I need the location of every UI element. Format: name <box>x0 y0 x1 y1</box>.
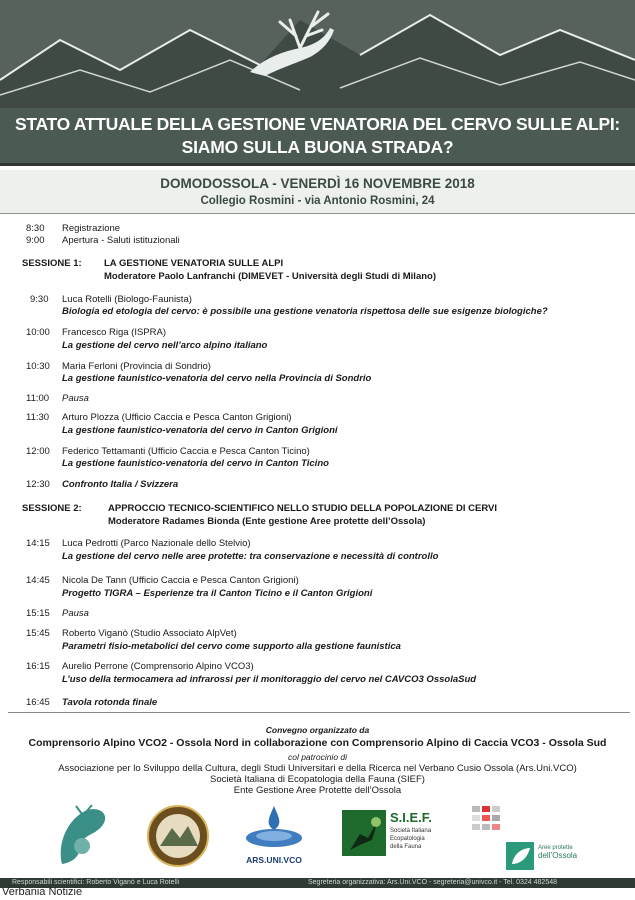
talk-title: La gestione faunistico-venatoria del cervo in Canton Ticino <box>62 458 329 469</box>
schedule-time: 12:00 <box>26 446 50 457</box>
schedule-time: 14:15 <box>26 538 50 549</box>
schedule-time: 14:45 <box>26 575 50 586</box>
session-title: APPROCCIO TECNICO-SCIENTIFICO NELLO STUDIO DELLA POPOLAZIONE DI CERVI <box>108 503 497 514</box>
talk-title: La gestione del cervo nelle aree protette: tra conservazione e necessità di controllo <box>62 551 439 562</box>
speaker: Aurelio Perrone (Comprensorio Alpino VCO3) <box>62 661 254 672</box>
talk-title: Tavola rotonda finale <box>62 697 158 708</box>
organizers-block <box>0 725 635 796</box>
talk-title: Parametri fisio-metabolici del cervo come supporto alla gestione faunistica <box>62 641 401 652</box>
aree-label-line: Aree protette <box>538 845 573 851</box>
sponsor-logos <box>0 800 635 878</box>
conference-title-line2: SIAMO SULLA BUONA STRADA? <box>181 137 454 157</box>
title-band <box>0 108 635 166</box>
footer-bar <box>0 878 635 888</box>
speaker: Roberto Viganò (Studio Associato AlpVet) <box>62 628 237 639</box>
sief-subtitle <box>390 827 431 851</box>
schedule-time: 11:30 <box>26 412 50 423</box>
session-label: SESSIONE 1: <box>22 258 82 269</box>
deer-silhouette-icon <box>342 810 386 856</box>
schedule-time: 15:15 <box>26 608 50 619</box>
schedule-time: 9:30 <box>30 294 49 305</box>
schedule-time: 12:30 <box>26 479 50 490</box>
break-label: Pausa <box>62 393 89 404</box>
speaker: Luca Rotelli (Biologo-Faunista) <box>62 294 192 305</box>
footer-right: Segreteria organizzativa: Ars.Uni.VCO - segreteria@univco.it - Tel. 0324 482548 <box>308 879 557 886</box>
schedule-time: 16:15 <box>26 661 50 672</box>
comprensorio-vco2-logo <box>52 804 114 868</box>
schedule-time: 8:30 <box>26 223 45 234</box>
city-date: DOMODOSSOLA - VENERDÌ 16 NOVEMBRE 2018 <box>160 176 475 191</box>
schedule-time: 9:00 <box>26 235 45 246</box>
patron-line: Ente Gestione Aree Protette dell’Ossola <box>233 785 402 796</box>
aree-label-line: dell’Ossola <box>538 851 578 860</box>
speaker: Maria Ferloni (Provincia di Sondrio) <box>62 361 211 372</box>
sief-emblem <box>342 810 386 856</box>
session-moderator: Moderatore Radames Bionda (Ente gestione Aree protette dell’Ossola) <box>108 516 426 527</box>
session-label: SESSIONE 2: <box>22 503 82 514</box>
schedule-text: Registrazione <box>62 223 121 234</box>
speaker: Nicola De Tann (Ufficio Caccia e Pesca Canton Grigioni) <box>62 575 299 586</box>
session-title: LA GESTIONE VENATORIA SULLE ALPI <box>104 258 284 269</box>
talk-title: Biologia ed etologia del cervo: è possibile una gestione venatoria rispettosa delle sue esigenze biologiche? <box>62 306 548 317</box>
schedule-time: 10:00 <box>26 327 50 338</box>
mountain-deer-illustration <box>0 0 635 108</box>
talk-title: Confronto Italia / Svizzera <box>62 479 179 490</box>
break-label: Pausa <box>62 608 89 619</box>
talk-title: L’uso della termocamera ad infrarossi per il monitoraggio del cervo nel CAVCO3 OssolaSud <box>62 674 477 685</box>
water-drop-icon <box>243 804 305 850</box>
organizers-main: Comprensorio Alpino VCO2 - Ossola Nord in collaborazione con Comprensorio Alpino di Caccia VCO3 - Ossola Sud <box>28 737 607 749</box>
arsunivco-logo <box>243 804 305 868</box>
aree-protette-logo <box>472 806 592 872</box>
header-banner <box>0 0 635 108</box>
divider <box>8 712 630 713</box>
sief-subtitle-line: Società Italiana <box>390 828 432 834</box>
speaker: Federico Tettamanti (Ufficio Caccia e Pesca Canton Ticino) <box>62 446 310 457</box>
talk-title: La gestione del cervo nell’arco alpino italiano <box>62 340 268 351</box>
leaf-icon <box>506 842 534 870</box>
talk-title: Progetto TIGRA – Esperienze tra il Canton Ticino e il Canton Grigioni <box>62 588 373 599</box>
talk-title: La gestione faunistico-venatoria del cervo in Canton Grigioni <box>62 425 338 436</box>
sief-logo <box>342 810 442 860</box>
source-credit: Verbania Notizie <box>2 886 83 898</box>
sief-subtitle-line: della Fauna <box>390 844 422 850</box>
schedule-time: 16:45 <box>26 697 50 708</box>
schedule-time: 10:30 <box>26 361 50 372</box>
conference-title-line1: STATO ATTUALE DELLA GESTIONE VENATORIA DEL CERVO SULLE ALPI: <box>15 114 620 134</box>
speaker: Francesco Riga (ISPRA) <box>62 327 167 338</box>
patron-line: Società Italiana di Ecopatologia della Fauna (SIEF) <box>210 774 425 785</box>
grid-pattern-icon <box>472 806 508 840</box>
session-moderator: Moderatore Paolo Lanfranchi (DIMEVET - Università degli Studi di Milano) <box>104 271 437 282</box>
schedule-text: Apertura - Saluti istituzionali <box>62 235 180 246</box>
schedule-time: 11:00 <box>26 393 50 404</box>
patron-line: Associazione per lo Sviluppo della Cultura, degli Studi Universitari e della Ricerca nel Verbano Cusio Ossola (Ars.Uni.VCO) <box>58 763 577 774</box>
event-location <box>0 170 635 214</box>
organizers-heading: Convegno organizzato da <box>265 725 370 735</box>
footer-left: Responsabili scientifici: Roberto Viganò e Luca Rotelli <box>12 879 180 886</box>
aree-protette-label <box>538 844 577 860</box>
talk-title: La gestione faunistico-venatoria del cervo nella Provincia di Sondrio <box>62 373 372 384</box>
sief-subtitle-line: Ecopatologia <box>390 836 425 842</box>
venue: Collegio Rosmini - via Antonio Rosmini, 24 <box>200 195 435 207</box>
comprensorio-vco3-logo <box>146 804 210 868</box>
sief-name: S.I.E.F. <box>390 810 432 825</box>
speaker: Arturo Plozza (Ufficio Caccia e Pesca Canton Grigioni) <box>62 412 292 423</box>
schedule-time: 15:45 <box>26 628 50 639</box>
patronage-heading: col patrocinio di <box>287 752 348 762</box>
speaker: Luca Pedrotti (Parco Nazionale dello Stelvio) <box>62 538 251 549</box>
arsunivco-label: ARS.UNI.VCO <box>246 855 302 865</box>
